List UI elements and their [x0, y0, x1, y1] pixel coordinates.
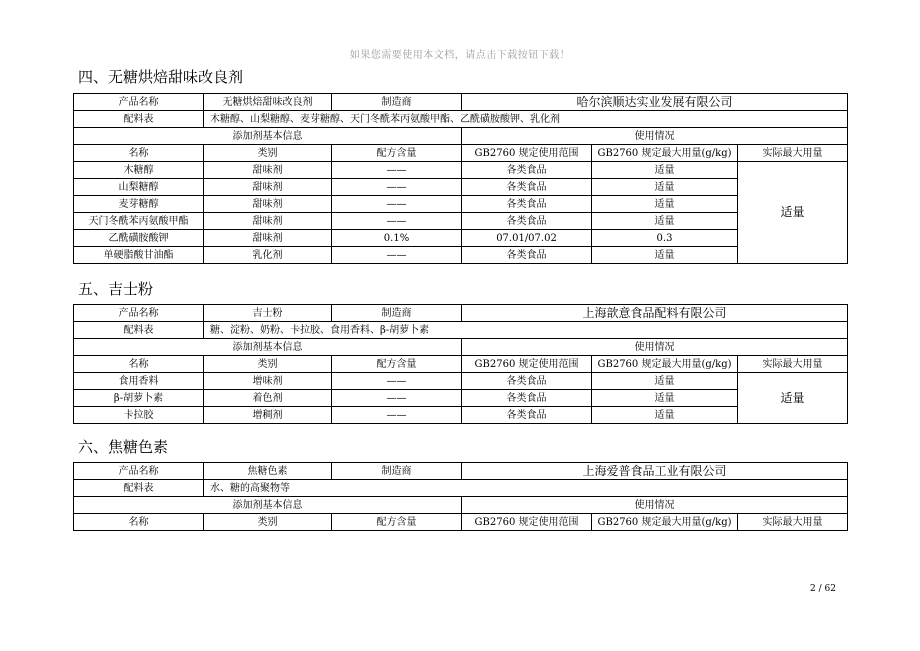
col-content: 配方含量 [332, 514, 462, 531]
cell-scope: 各类食品 [462, 247, 592, 264]
cell-name: 山梨糖醇 [74, 179, 204, 196]
cell-content: 0.1% [332, 230, 462, 247]
page-number: 2 / 62 [810, 584, 836, 594]
download-watermark: 如果您需要使用本文档，请点击下载按钮下载！ [349, 50, 571, 61]
col-content: 配方含量 [332, 145, 462, 162]
col-category: 类别 [204, 514, 332, 531]
col-scope: GB2760 规定使用范围 [462, 514, 592, 531]
cell-category: 甜味剂 [204, 162, 332, 179]
additive-table [73, 304, 848, 424]
label-manufacturer: 制造商 [332, 94, 462, 111]
col-actual: 实际最大用量 [738, 514, 848, 531]
label-ingredients: 配料表 [74, 480, 204, 497]
cell-name: 卡拉胶 [74, 407, 204, 424]
cell-content: —— [332, 162, 462, 179]
cell-max: 适量 [592, 179, 738, 196]
cell-scope: 各类食品 [462, 213, 592, 230]
col-max-use: GB2760 规定最大用量(g/kg) [592, 356, 738, 373]
additive-table [73, 93, 848, 264]
cell-scope: 各类食品 [462, 196, 592, 213]
cell-max: 适量 [592, 213, 738, 230]
table-row [74, 213, 848, 230]
cell-scope: 各类食品 [462, 390, 592, 407]
cell-scope: 07.01/07.02 [462, 230, 592, 247]
col-category: 类别 [204, 356, 332, 373]
cell-category: 甜味剂 [204, 230, 332, 247]
table-row [74, 179, 848, 196]
product-name-value: 无糖烘焙甜味改良剂 [204, 94, 332, 111]
cell-max: 适量 [592, 373, 738, 390]
cell-max: 适量 [592, 247, 738, 264]
cell-max: 适量 [592, 390, 738, 407]
cell-max: 适量 [592, 407, 738, 424]
cell-content: —— [332, 196, 462, 213]
product-name-value: 吉士粉 [204, 305, 332, 322]
cell-category: 增稠剂 [204, 407, 332, 424]
label-product-name: 产品名称 [74, 94, 204, 111]
cell-max: 适量 [592, 162, 738, 179]
cell-content: —— [332, 179, 462, 196]
section-title: 四、无糖烘焙甜味改良剂 [78, 68, 244, 86]
col-scope: GB2760 规定使用范围 [462, 356, 592, 373]
col-name: 名称 [74, 514, 204, 531]
ingredients-value: 木糖醇、山梨糖醇、麦芽糖醇、天门冬酰苯丙氨酸甲酯、乙酰磺胺酸钾、乳化剂 [204, 111, 848, 128]
table-row [74, 407, 848, 424]
table-row [74, 230, 848, 247]
table-row [74, 373, 848, 390]
ingredients-value: 糖、淀粉、奶粉、卡拉胶、食用香料、β-胡萝卜素 [204, 322, 848, 339]
usage-header: 使用情况 [462, 339, 848, 356]
cell-name: 乙酰磺胺酸钾 [74, 230, 204, 247]
cell-name: β-胡萝卜素 [74, 390, 204, 407]
usage-header: 使用情况 [462, 497, 848, 514]
cell-actual-merged: 适量 [738, 162, 848, 264]
additive-info-header: 添加剂基本信息 [74, 339, 462, 356]
col-category: 类别 [204, 145, 332, 162]
col-max-use: GB2760 规定最大用量(g/kg) [592, 145, 738, 162]
table-row [74, 390, 848, 407]
cell-name: 麦芽糖醇 [74, 196, 204, 213]
cell-max: 0.3 [592, 230, 738, 247]
cell-scope: 各类食品 [462, 407, 592, 424]
additive-table [73, 462, 848, 531]
cell-name: 单硬脂酸甘油酯 [74, 247, 204, 264]
cell-name: 食用香料 [74, 373, 204, 390]
cell-content: —— [332, 247, 462, 264]
table-row [74, 162, 848, 179]
cell-scope: 各类食品 [462, 162, 592, 179]
section-title: 五、吉士粉 [78, 280, 154, 298]
ingredients-value: 水、糖的高聚物等 [204, 480, 848, 497]
table-row [74, 196, 848, 213]
cell-content: —— [332, 213, 462, 230]
cell-category: 甜味剂 [204, 196, 332, 213]
cell-category: 增味剂 [204, 373, 332, 390]
cell-category: 着色剂 [204, 390, 332, 407]
usage-header: 使用情况 [462, 128, 848, 145]
label-product-name: 产品名称 [74, 463, 204, 480]
cell-category: 甜味剂 [204, 179, 332, 196]
manufacturer-value: 哈尔滨顺达实业发展有限公司 [462, 94, 848, 111]
col-name: 名称 [74, 145, 204, 162]
label-ingredients: 配料表 [74, 322, 204, 339]
manufacturer-value: 上海爱普食品工业有限公司 [462, 463, 848, 480]
col-name: 名称 [74, 356, 204, 373]
additive-info-header: 添加剂基本信息 [74, 128, 462, 145]
cell-max: 适量 [592, 196, 738, 213]
cell-name: 天门冬酰苯丙氨酸甲酯 [74, 213, 204, 230]
cell-scope: 各类食品 [462, 179, 592, 196]
section-title: 六、焦糖色素 [78, 438, 169, 456]
additive-info-header: 添加剂基本信息 [74, 497, 462, 514]
label-product-name: 产品名称 [74, 305, 204, 322]
col-actual: 实际最大用量 [738, 356, 848, 373]
label-ingredients: 配料表 [74, 111, 204, 128]
manufacturer-value: 上海歆意食品配料有限公司 [462, 305, 848, 322]
cell-scope: 各类食品 [462, 373, 592, 390]
cell-category: 甜味剂 [204, 213, 332, 230]
label-manufacturer: 制造商 [332, 305, 462, 322]
cell-name: 木糖醇 [74, 162, 204, 179]
product-name-value: 焦糖色素 [204, 463, 332, 480]
col-max-use: GB2760 规定最大用量(g/kg) [592, 514, 738, 531]
col-actual: 实际最大用量 [738, 145, 848, 162]
cell-actual-merged: 适量 [738, 373, 848, 424]
cell-content: —— [332, 407, 462, 424]
cell-category: 乳化剂 [204, 247, 332, 264]
label-manufacturer: 制造商 [332, 463, 462, 480]
cell-content: —— [332, 390, 462, 407]
col-scope: GB2760 规定使用范围 [462, 145, 592, 162]
col-content: 配方含量 [332, 356, 462, 373]
cell-content: —— [332, 373, 462, 390]
table-row [74, 247, 848, 264]
